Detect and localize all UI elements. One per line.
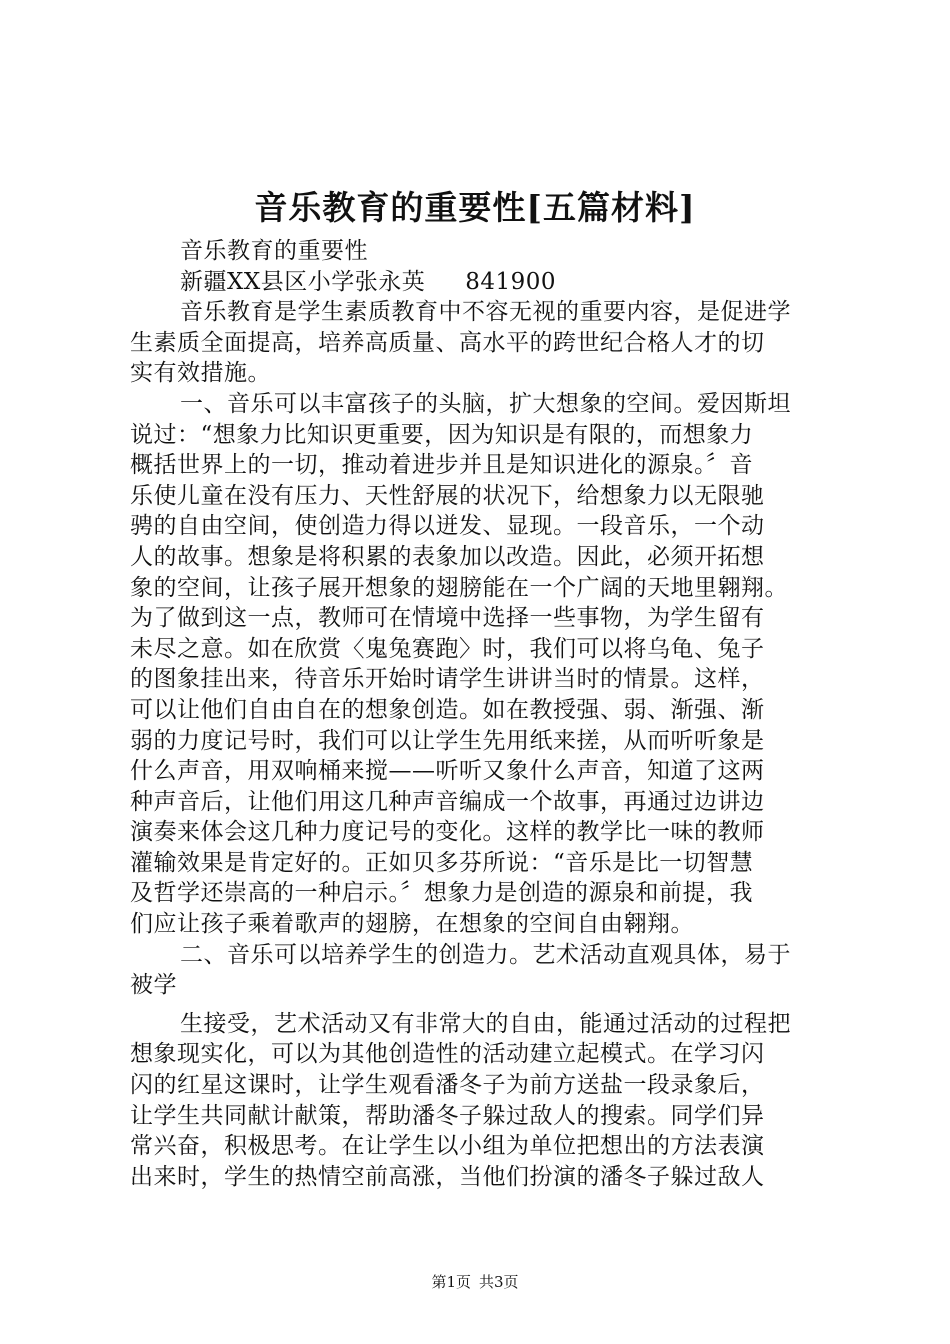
paragraph-line: 说过：“想象力比知识更重要，因为知识是有限的，而想象力 [130,421,754,448]
postal-code: 841900 [465,268,557,295]
paragraph-line: 想象现实化，可以为其他创造性的活动建立起模式。在学习闪 [130,1041,765,1068]
paragraph-line: 音乐教育是学生素质教育中不容无视的重要内容，是促进学 [180,299,791,326]
paragraph-line: 骋的自由空间，使创造力得以迸发、显现。一段音乐，一个动 [130,513,765,540]
paragraph-line: 实有效措施。 [130,360,271,387]
paragraph-line: 可以让他们自由自在的想象创造。如在教授强、弱、渐强、渐 [130,696,765,723]
paragraph-line: 常兴奋，积极思考。在让学生以小组为单位把想出的方法表演 [130,1133,765,1160]
paragraph-gap [130,1001,830,1009]
paragraph-line: 象的空间，让孩子展开想象的翅膀能在一个广阔的天地里翱翔。 [130,574,788,601]
paragraph-line: 让学生共同献计献策，帮助潘冬子躲过敌人的搜索。同学们异 [130,1102,765,1129]
paragraph-line: 为了做到这一点，教师可在情境中选择一些事物，为学生留有 [130,605,765,632]
paragraph-line: 生素质全面提高，培养高质量、高水平的跨世纪合格人才的切 [130,329,765,356]
paragraph-line: 二、音乐可以培养学生的创造力。艺术活动直观具体，易于 [180,941,791,968]
page-footer [0,1272,950,1292]
paragraph-line: 弱的力度记号时，我们可以让学生先用纸来搓，从而听听象是 [130,727,765,754]
paragraph-line: 们应让孩子乘着歌声的翅膀，在想象的空间自由翱翔。 [130,911,694,938]
paragraph-line: 未尽之意。如在欣赏〈鬼兔赛跑〉时，我们可以将乌龟、兔子 [130,635,765,662]
paragraph-line: 人的故事。想象是将积累的表象加以改造。因此，必须开拓想 [130,543,765,570]
paragraph-line: 灌输效果是肯定好的。正如贝多芬所说：“音乐是比一切智慧 [130,849,754,876]
paragraph-line: 什么声音，用双响桶来搅——听听又象什么声音，知道了这两 [130,758,765,785]
paragraph-line: 被学 [130,972,177,999]
paragraph-line: 概括世界上的一切，推动着进步并且是知识进化的源泉。〞音 [130,452,753,479]
paragraph-line: 一、音乐可以丰富孩子的头脑，扩大想象的空间。爱因斯坦 [180,390,791,417]
paragraph-line: 生接受，艺术活动又有非常大的自由，能通过活动的过程把 [180,1010,791,1037]
paragraph-line: 种声音后，让他们用这几种声音编成一个故事，再通过边讲边 [130,788,765,815]
paragraph-line: 及哲学还崇高的一种启示。〞想象力是创造的源泉和前提，我 [130,880,753,907]
page-total: 共3页 [479,1273,519,1291]
document-title: 音乐教育的重要性[五篇材料] [254,188,696,227]
subtitle: 音乐教育的重要性 [180,238,368,264]
paragraph-line: 出来时，学生的热情空前高涨，当他们扮演的潘冬子躲过敌人 [130,1163,765,1190]
document-body [130,236,830,1192]
paragraph-line: 演奏来体会这几种力度记号的变化。这样的教学比一味的教师 [130,819,765,846]
paragraph-line: 的图象挂出来，待音乐开始时请学生讲讲当时的情景。这样， [130,666,765,693]
author-line [130,267,830,298]
paragraph-line: 乐使儿童在没有压力、天性舒展的状况下，给想象力以无限驰 [130,482,765,509]
page-number: 第1页 [431,1273,471,1291]
author-name: 新疆XX县区小学张永英 [180,268,426,295]
paragraph-line: 闪的红星这课时，让学生观看潘冬子为前方送盐一段录象后， [130,1072,765,1099]
